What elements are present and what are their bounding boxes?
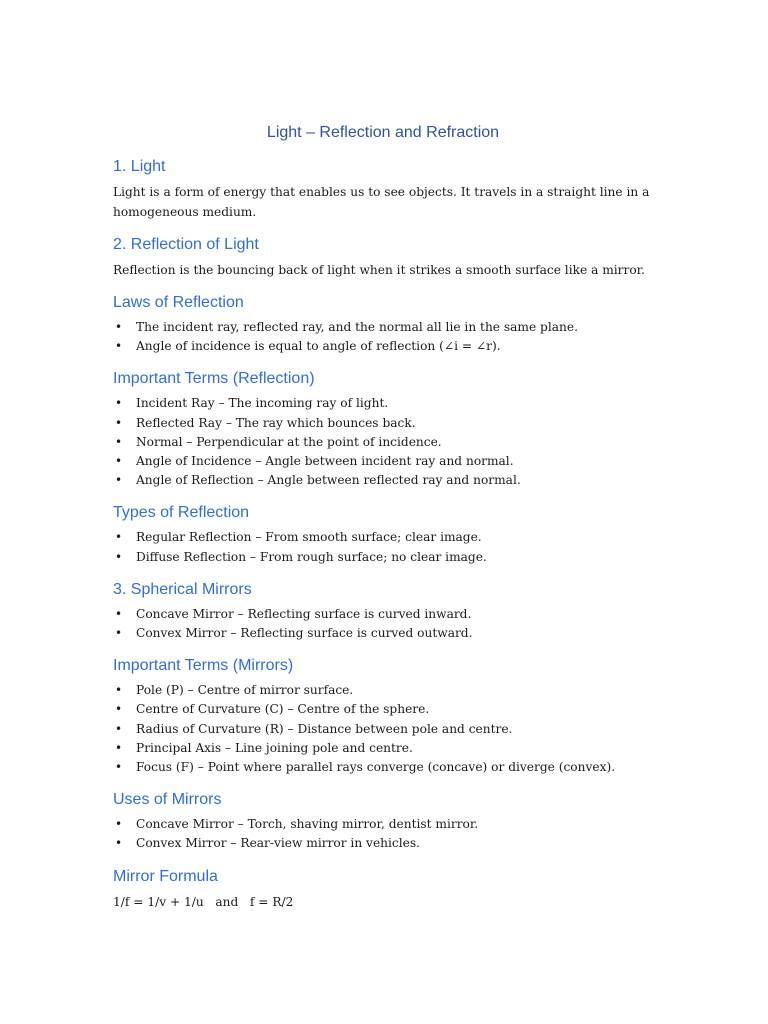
bullet-list	[113, 681, 653, 777]
list-item: • The incident ray, reflected ray, and the normal all lie in the same plane.	[113, 318, 653, 337]
list-item: • Regular Reflection – From smooth surface; clear image.	[113, 528, 653, 547]
document-body	[113, 124, 653, 912]
bullet-list	[113, 815, 653, 853]
list-item: • Convex Mirror – Reflecting surface is curved outward.	[113, 624, 653, 643]
list-item: • Concave Mirror – Torch, shaving mirror, dentist mirror.	[113, 815, 653, 834]
section-heading: Mirror Formula	[113, 867, 218, 885]
section-types-of-reflection	[113, 502, 653, 566]
section-mirror-formula	[113, 866, 653, 912]
list-item: • Reflected Ray – The ray which bounces back.	[113, 414, 653, 433]
document-title: Light – Reflection and Refraction	[266, 124, 500, 141]
list-item: • Centre of Curvature (C) – Centre of the sphere.	[113, 700, 653, 719]
formula-text: 1/f = 1/v + 1/u and f = R/2	[113, 894, 294, 909]
bullet-list	[113, 528, 653, 566]
list-item: • Radius of Curvature (R) – Distance between pole and centre.	[113, 720, 653, 739]
list-item: • Convex Mirror – Rear-view mirror in vehicles.	[113, 834, 653, 853]
list-item: • Incident Ray – The incoming ray of light.	[113, 394, 653, 413]
section-spherical-mirrors	[113, 579, 653, 643]
section-laws-of-reflection	[113, 292, 653, 356]
section-heading: 2. Reflection of Light	[113, 236, 259, 253]
section-heading: 3. Spherical Mirrors	[113, 580, 252, 598]
list-item: • Normal – Perpendicular at the point of incidence.	[113, 433, 653, 452]
bullet-list	[113, 605, 653, 643]
section-heading: Types of Reflection	[113, 504, 250, 522]
section-paragraph: Light is a form of energy that enables us to see objects. It travels in a straight line in a homogeneous medium.	[113, 185, 650, 219]
section-uses-of-mirrors	[113, 789, 653, 853]
list-item: • Angle of Reflection – Angle between reflected ray and normal.	[113, 471, 653, 490]
list-item: • Diffuse Reflection – From rough surface; no clear image.	[113, 548, 653, 567]
list-item: • Principal Axis – Line joining pole and centre.	[113, 739, 653, 758]
list-item: • Angle of incidence is equal to angle of reflection (∠i = ∠r).	[113, 337, 653, 356]
section-paragraph: Reflection is the bouncing back of light when it strikes a smooth surface like a mirror.	[113, 263, 646, 277]
bullet-list	[113, 394, 653, 490]
list-item: • Pole (P) – Centre of mirror surface.	[113, 681, 653, 700]
bullet-list	[113, 318, 653, 356]
section-important-terms-reflection	[113, 368, 653, 490]
section-heading: Important Terms (Mirrors)	[113, 657, 294, 675]
list-item: • Concave Mirror – Reflecting surface is curved inward.	[113, 605, 653, 624]
section-heading: Laws of Reflection	[113, 294, 244, 311]
section-light	[113, 156, 653, 222]
section-heading: Important Terms (Reflection)	[113, 370, 315, 388]
list-item: • Angle of Incidence – Angle between incident ray and normal.	[113, 452, 653, 471]
section-reflection-of-light	[113, 234, 653, 280]
section-heading: 1. Light	[113, 158, 166, 175]
section-heading: Uses of Mirrors	[113, 791, 222, 809]
list-item: • Focus (F) – Point where parallel rays converge (concave) or diverge (convex).	[113, 758, 653, 777]
section-important-terms-mirrors	[113, 655, 653, 777]
